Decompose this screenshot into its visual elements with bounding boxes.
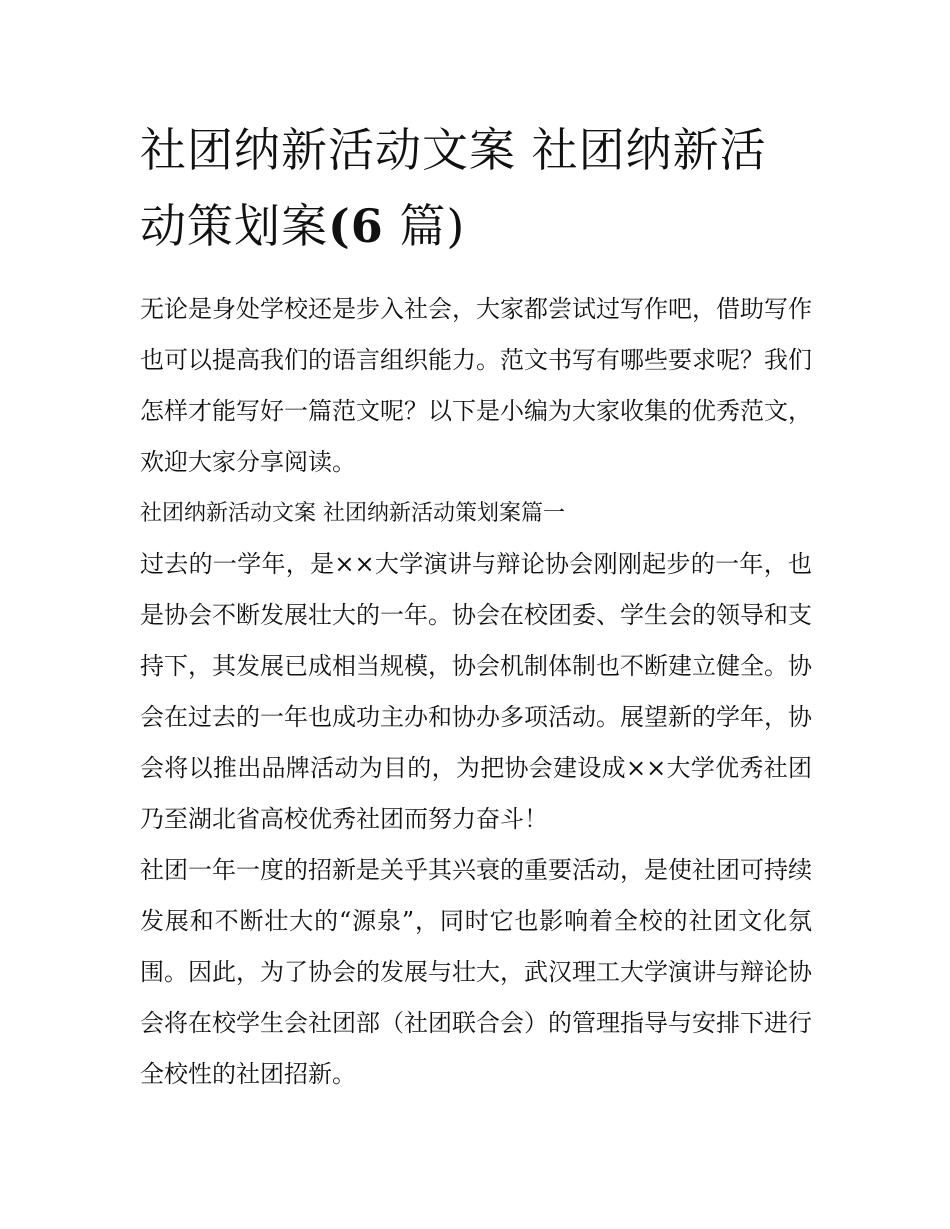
body-paragraph-1: 过去的一学年，是××大学演讲与辩论协会刚刚起步的一年，也是协会不断发展壮大的一年。协会在校团委、学生会的领导和支持下，其发展已成相当规模，协会机制体制也不断建立健全。协会在过去的一年也成功主办和协办多项活动。展望新的学年，协会将以推出品牌活动为目的，为把协会建设成××大学优秀社团乃至湖北省高校优秀社团而努力奋斗！ xyxy=(140,550,812,833)
title-line-2: 动策划案 xyxy=(140,199,328,253)
title-count: (6 xyxy=(328,199,384,253)
document-title xyxy=(140,112,812,264)
document-page xyxy=(140,112,812,1100)
intro-paragraph: 无论是身处学校还是步入社会，大家都尝试过写作吧，借助写作也可以提高我们的语言组织能力。范文书写有哪些要求呢？我们怎样才能写好一篇范文呢？以下是小编为大家收集的优秀范文，欢迎大家分享阅读。 xyxy=(140,295,812,476)
title-suffix: 篇) xyxy=(383,199,466,253)
title-line-1: 社团纳新活动文案 社团纳新活 xyxy=(140,123,767,177)
body-paragraph-2: 社团一年一度的招新是关乎其兴衰的重要活动，是使社团可持续发展和不断壮大的“源泉”，同时它也影响着全校的社团文化氛围。因此，为了协会的发展与壮大，武汉理工大学演讲与辩论协会将在校学生会社团部（社团联合会）的管理指导与安排下进行全校性的社团招新。 xyxy=(140,856,812,1088)
section-heading: 社团纳新活动文案 社团纳新活动策划案篇一 xyxy=(140,501,565,526)
